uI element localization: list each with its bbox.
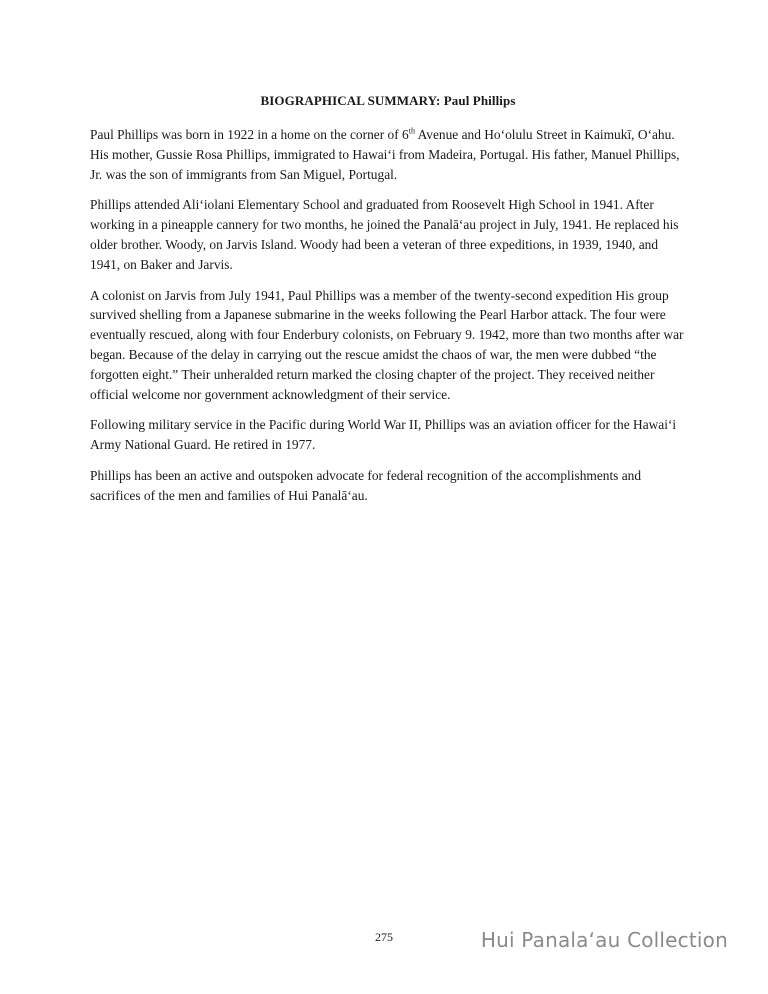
- paragraph-text: Avenue and Ho‘olulu Street in Kaimukī, O‘ahu. His mother, Gussie Rosa Phillips, immigrated to Hawai‘i from Madeira, Portugal. His father, Manuel Phillips, Jr. was the son of immigrants from San Miguel, Portugal.: [90, 127, 680, 182]
- paragraph-jarvis: A colonist on Jarvis from July 1941, Paul Phillips was a member of the twenty-second expedition His group survived shelling from a Japanese submarine in the weeks following the Pearl Harbor attack. The four were eventually rescued, along with four Enderbury colonists, on February 9. 1942, more than two months after war began. Because of the delay in carrying out the rescue amidst the chaos of war, the men were dubbed “the forgotten eight.” Their unheralded return marked the closing chapter of the project. They received neither official welcome nor government acknowledgment of their service.: [90, 287, 684, 402]
- page-number: 275: [375, 930, 393, 944]
- document-page: [90, 93, 686, 517]
- paragraph-birth: [90, 125, 686, 184]
- paragraph-advocacy: Phillips has been an active and outspoken advocate for federal recognition of the accomplishments and sacrifices of the men and families of Hui Panalā‘au.: [90, 467, 642, 503]
- collection-watermark: Hui Panala‘au Collection: [480, 928, 728, 952]
- ordinal-suffix: th: [408, 126, 415, 136]
- paragraph-military: Following military service in the Pacific during World War II, Phillips was an aviation officer for the Hawai‘i Army National Guard. He retired in 1977.: [90, 417, 677, 453]
- page-title: BIOGRAPHICAL SUMMARY: Paul Phillips: [260, 93, 516, 108]
- paragraph-education: Phillips attended Ali‘iolani Elementary School and graduated from Roosevelt High School in 1941. After working in a pineapple cannery for two months, he joined the Panalā‘au project in July, 1941. He replaced his older brother. Woody, on Jarvis Island. Woody had been a veteran of three expeditions, in 1939, 1940, and 1941, on Baker and Jarvis.: [90, 197, 679, 272]
- paragraph-text: Paul Phillips was born in 1922 in a home on the corner of 6: [90, 127, 409, 142]
